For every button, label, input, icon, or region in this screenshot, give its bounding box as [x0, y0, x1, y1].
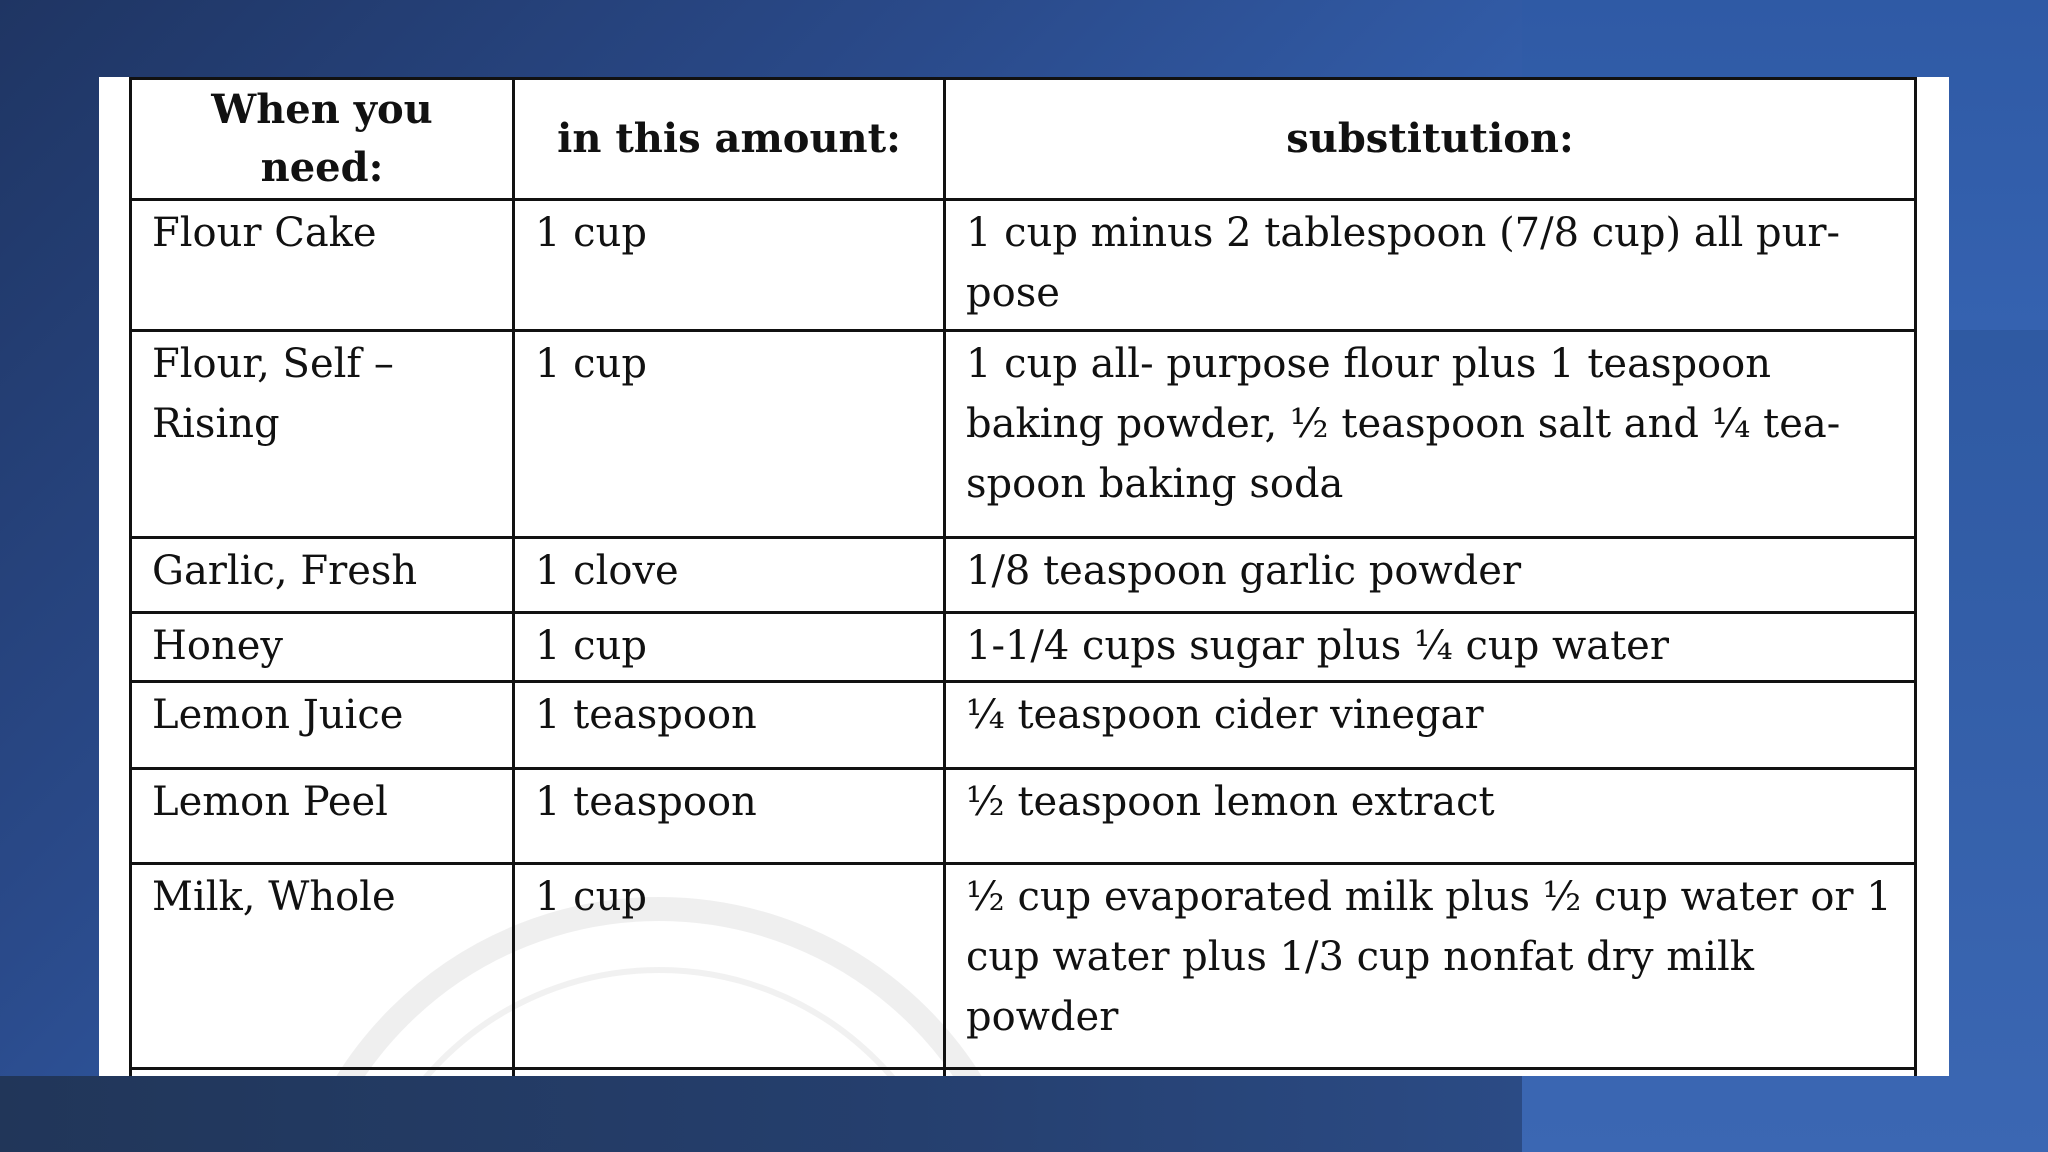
- cell-need: Flour, Self – Rising: [131, 331, 514, 538]
- background-block-bottom: [0, 1076, 1522, 1152]
- cell-substitution: 1-1/4 cups sugar plus ¼ cup water: [945, 613, 1916, 682]
- header-amount: in this amount:: [514, 79, 945, 200]
- table-row: [131, 538, 1916, 613]
- cell-amount: 1 teaspoon: [514, 769, 945, 864]
- cell-need: Honey: [131, 613, 514, 682]
- substitution-table: [129, 77, 1917, 1076]
- cell-amount: 1 cup: [514, 613, 945, 682]
- table-row: [131, 613, 1916, 682]
- cell-substitution: ¼ teaspoon cider vinegar: [945, 682, 1916, 769]
- cell-amount: 1 clove: [514, 538, 945, 613]
- slide-panel: [99, 77, 1949, 1076]
- cell-substitution: [945, 1069, 1916, 1077]
- table-row: [131, 864, 1916, 1069]
- cell-amount: [514, 1069, 945, 1077]
- table-row: [131, 200, 1916, 331]
- table-row: [131, 682, 1916, 769]
- cell-need: Garlic, Fresh: [131, 538, 514, 613]
- cell-need: Flour Cake: [131, 200, 514, 331]
- cell-substitution: 1/8 teaspoon garlic powder: [945, 538, 1916, 613]
- cell-need: Lemon Peel: [131, 769, 514, 864]
- cell-need: [131, 1069, 514, 1077]
- header-substitution: substitution:: [945, 79, 1916, 200]
- cell-amount: 1 teaspoon: [514, 682, 945, 769]
- cell-need: Lemon Juice: [131, 682, 514, 769]
- cell-substitution: 1 cup minus 2 tablespoon (7/8 cup) all pur-pose: [945, 200, 1916, 331]
- cell-amount: 1 cup: [514, 864, 945, 1069]
- cell-substitution: ½ cup evaporated milk plus ½ cup water or 1 cup water plus 1/3 cup nonfat dry milk powder: [945, 864, 1916, 1069]
- cell-substitution: ½ teaspoon lemon extract: [945, 769, 1916, 864]
- table-row: [131, 1069, 1916, 1077]
- table-header-row: [131, 79, 1916, 200]
- cell-amount: 1 cup: [514, 200, 945, 331]
- table-row: [131, 769, 1916, 864]
- cell-substitution: 1 cup all- purpose flour plus 1 teaspoon baking powder, ½ teaspoon salt and ¼ tea-spoon baking soda: [945, 331, 1916, 538]
- table-row: [131, 331, 1916, 538]
- cell-need: Milk, Whole: [131, 864, 514, 1069]
- cell-amount: 1 cup: [514, 331, 945, 538]
- header-need: When you need:: [131, 79, 514, 200]
